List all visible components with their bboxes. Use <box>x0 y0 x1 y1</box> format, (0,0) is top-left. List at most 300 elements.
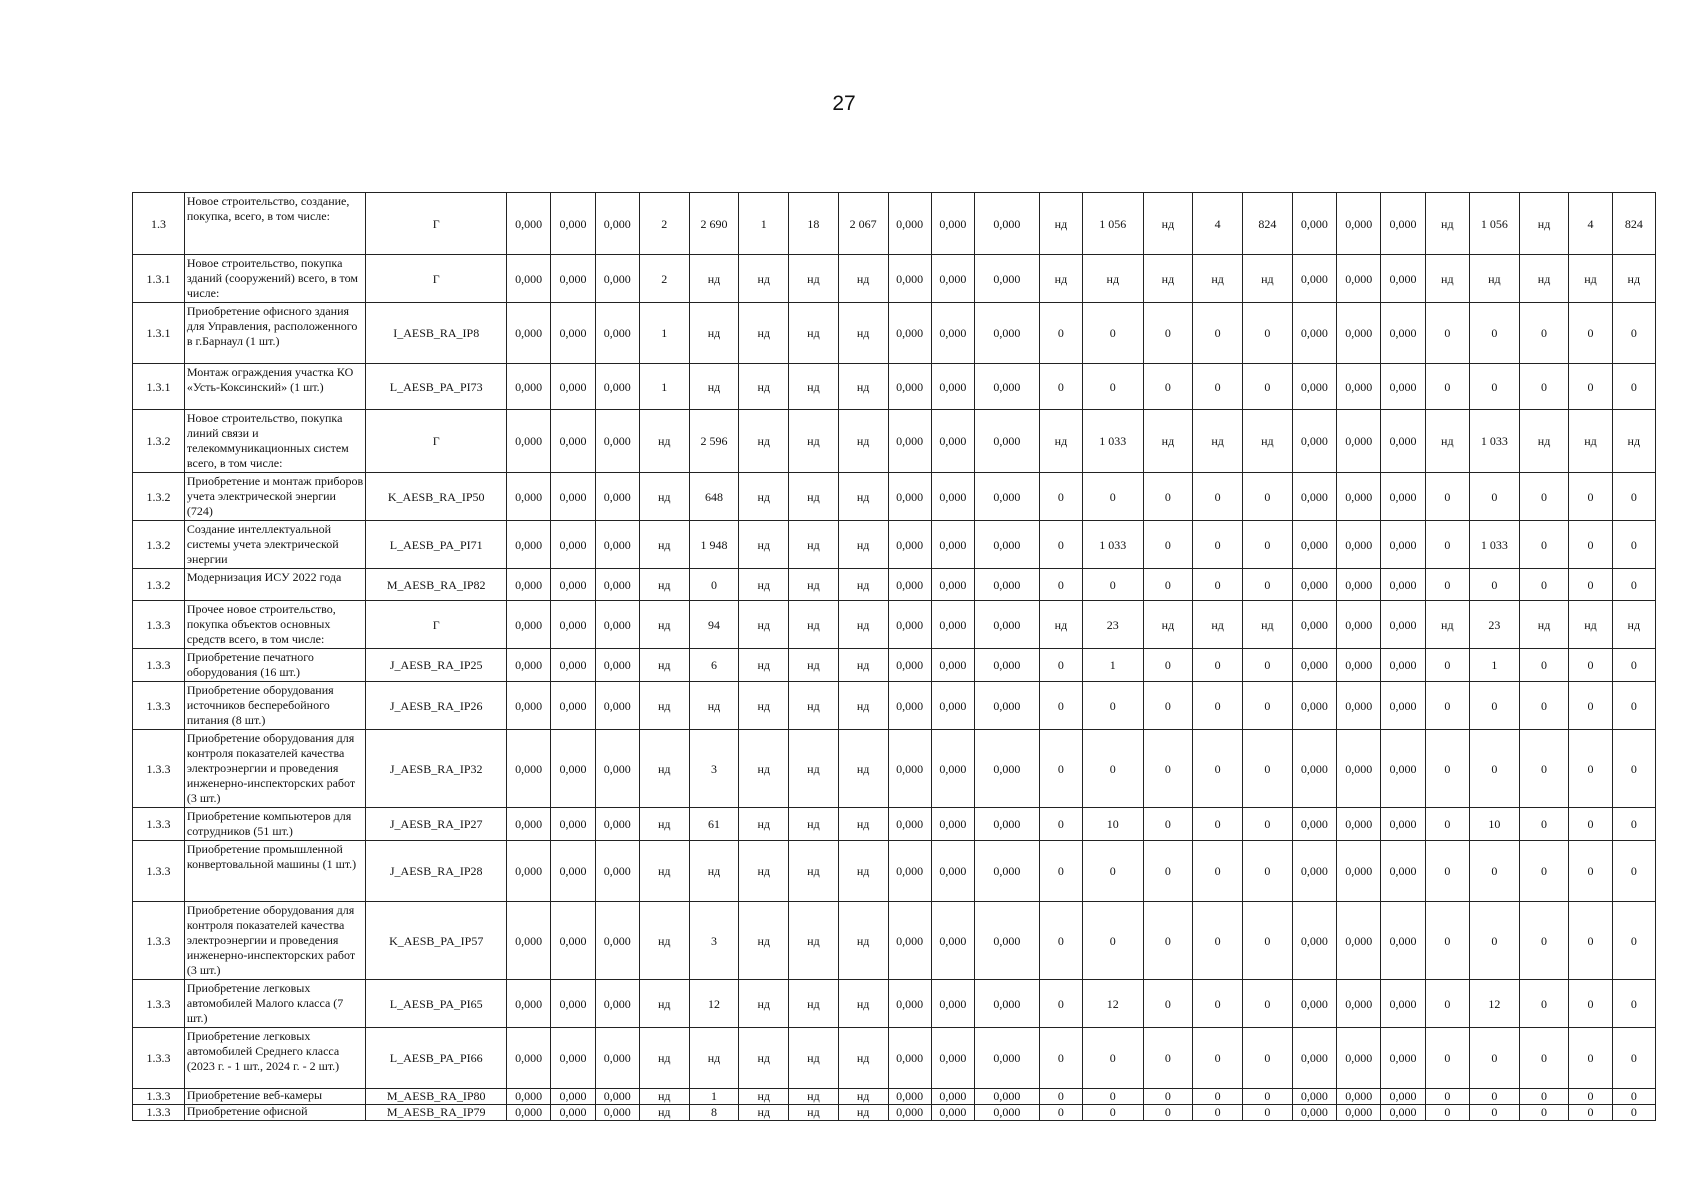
table-row <box>133 1089 1656 1105</box>
value-cell: 0 <box>1569 473 1612 521</box>
value-cell: 0 <box>1569 841 1612 902</box>
value-cell: 0 <box>1143 730 1193 808</box>
value-cell: нд <box>838 841 888 902</box>
value-cell: 2 596 <box>689 410 739 473</box>
value-cell: нд <box>1519 601 1569 649</box>
value-cell: 0 <box>1143 473 1193 521</box>
value-cell: 0 <box>1569 682 1612 730</box>
value-cell: нд <box>739 682 789 730</box>
value-cell: 0 <box>1083 303 1144 364</box>
value-cell: 61 <box>689 808 739 841</box>
table-row <box>133 902 1656 980</box>
value-cell: 0 <box>1612 980 1655 1028</box>
value-cell: 0 <box>1519 1028 1569 1089</box>
value-cell: 0,000 <box>1337 902 1381 980</box>
value-cell: 0,000 <box>595 649 639 682</box>
value-cell: 0 <box>1519 808 1569 841</box>
value-cell: 0,000 <box>595 255 639 303</box>
value-cell: 8 <box>689 1105 739 1121</box>
value-cell: 0,000 <box>506 1028 550 1089</box>
value-cell: 0 <box>1143 521 1193 569</box>
value-cell: нд <box>739 364 789 410</box>
value-cell: 0 <box>1519 730 1569 808</box>
row-name-cell: Приобретение компьютеров для сотрудников (51 шт.) <box>184 808 366 841</box>
value-cell: 0 <box>1243 730 1293 808</box>
value-cell: 0 <box>1193 902 1243 980</box>
value-cell: 0,000 <box>931 569 974 601</box>
value-cell: 0,000 <box>974 303 1039 364</box>
table-row <box>133 1028 1656 1089</box>
value-cell: 0,000 <box>888 364 931 410</box>
value-cell: 4 <box>1569 193 1612 255</box>
value-cell: нд <box>639 730 689 808</box>
value-cell: 0 <box>1143 649 1193 682</box>
value-cell: 0 <box>1193 1105 1243 1121</box>
value-cell: 0,000 <box>888 682 931 730</box>
row-code-cell: J_AESB_RA_IP26 <box>366 682 507 730</box>
value-cell: 0,000 <box>888 1028 931 1089</box>
value-cell: 0 <box>1469 1105 1519 1121</box>
value-cell: 0,000 <box>551 902 595 980</box>
value-cell: 0 <box>1039 682 1082 730</box>
value-cell: 2 <box>639 193 689 255</box>
value-cell: 0,000 <box>974 473 1039 521</box>
value-cell: 0 <box>1612 682 1655 730</box>
value-cell: 0 <box>1425 902 1469 980</box>
value-cell: 0 <box>1193 649 1243 682</box>
value-cell: нд <box>739 1089 789 1105</box>
value-cell: 0,000 <box>1381 841 1425 902</box>
value-cell: 0 <box>1569 902 1612 980</box>
value-cell: нд <box>1193 410 1243 473</box>
value-cell: 0,000 <box>974 902 1039 980</box>
value-cell: нд <box>1425 601 1469 649</box>
value-cell: 0 <box>1083 682 1144 730</box>
value-cell: 0,000 <box>506 902 550 980</box>
value-cell: 12 <box>1083 980 1144 1028</box>
value-cell: 0,000 <box>931 1028 974 1089</box>
value-cell: 0 <box>1039 841 1082 902</box>
value-cell: нд <box>689 682 739 730</box>
row-id-cell: 1.3 <box>133 193 185 255</box>
value-cell: нд <box>639 1105 689 1121</box>
value-cell: 0 <box>1143 303 1193 364</box>
row-code-cell: L_AESB_PA_PI65 <box>366 980 507 1028</box>
value-cell: 0 <box>1612 649 1655 682</box>
value-cell: 0,000 <box>974 841 1039 902</box>
value-cell: 0,000 <box>506 521 550 569</box>
value-cell: 0,000 <box>974 521 1039 569</box>
value-cell: 0,000 <box>974 193 1039 255</box>
value-cell: 6 <box>689 649 739 682</box>
value-cell: 2 067 <box>838 193 888 255</box>
value-cell: 0 <box>1193 364 1243 410</box>
value-cell: 0 <box>1039 473 1082 521</box>
value-cell: нд <box>739 730 789 808</box>
value-cell: 0 <box>1193 1028 1243 1089</box>
value-cell: 0 <box>1425 473 1469 521</box>
investment-table <box>132 192 1656 1121</box>
value-cell: нд <box>689 255 739 303</box>
value-cell: 0 <box>1193 303 1243 364</box>
row-id-cell: 1.3.1 <box>133 303 185 364</box>
value-cell: нд <box>1569 601 1612 649</box>
value-cell: нд <box>1519 255 1569 303</box>
value-cell: нд <box>1569 255 1612 303</box>
value-cell: 12 <box>689 980 739 1028</box>
row-name-cell: Приобретение и монтаж приборов учета электрической энергии (724) <box>184 473 366 521</box>
value-cell: нд <box>1569 410 1612 473</box>
value-cell: 0,000 <box>506 601 550 649</box>
value-cell: нд <box>739 1028 789 1089</box>
value-cell: нд <box>789 255 839 303</box>
value-cell: нд <box>838 649 888 682</box>
value-cell: 0,000 <box>1292 730 1336 808</box>
value-cell: 0 <box>1039 569 1082 601</box>
value-cell: 0,000 <box>595 682 639 730</box>
value-cell: 0 <box>1612 364 1655 410</box>
value-cell: 0,000 <box>974 1028 1039 1089</box>
value-cell: нд <box>1143 255 1193 303</box>
row-name-cell: Приобретение офисного здания для Управления, расположенного в г.Барнаул (1 шт.) <box>184 303 366 364</box>
row-id-cell: 1.3.3 <box>133 902 185 980</box>
value-cell: 0 <box>1425 1089 1469 1105</box>
value-cell: 0 <box>1519 569 1569 601</box>
value-cell: 0 <box>1569 521 1612 569</box>
value-cell: 0,000 <box>888 410 931 473</box>
row-id-cell: 1.3.3 <box>133 601 185 649</box>
value-cell: 0 <box>689 569 739 601</box>
row-id-cell: 1.3.2 <box>133 569 185 601</box>
value-cell: 0 <box>1243 1089 1293 1105</box>
value-cell: 0,000 <box>595 410 639 473</box>
value-cell: 0,000 <box>888 808 931 841</box>
value-cell: нд <box>789 601 839 649</box>
value-cell: 0 <box>1243 521 1293 569</box>
value-cell: 0 <box>1193 1089 1243 1105</box>
row-id-cell: 1.3.3 <box>133 1089 185 1105</box>
value-cell: нд <box>689 303 739 364</box>
value-cell: 0 <box>1569 1089 1612 1105</box>
value-cell: 0,000 <box>1292 1028 1336 1089</box>
value-cell: 18 <box>789 193 839 255</box>
value-cell: нд <box>1143 410 1193 473</box>
value-cell: 0 <box>1083 841 1144 902</box>
value-cell: 0 <box>1569 364 1612 410</box>
value-cell: 0,000 <box>551 193 595 255</box>
value-cell: 0 <box>1243 980 1293 1028</box>
value-cell: нд <box>789 1105 839 1121</box>
value-cell: 0 <box>1569 1028 1612 1089</box>
row-code-cell: L_AESB_PA_PI66 <box>366 1028 507 1089</box>
value-cell: 0 <box>1143 841 1193 902</box>
value-cell: нд <box>838 521 888 569</box>
value-cell: 0 <box>1612 1105 1655 1121</box>
value-cell: нд <box>739 1105 789 1121</box>
row-code-cell: J_AESB_RA_IP32 <box>366 730 507 808</box>
value-cell: 0 <box>1425 303 1469 364</box>
value-cell: 0,000 <box>506 410 550 473</box>
value-cell: 0,000 <box>551 808 595 841</box>
value-cell: 0,000 <box>1292 1089 1336 1105</box>
value-cell: 0,000 <box>1381 193 1425 255</box>
value-cell: 0 <box>1193 473 1243 521</box>
value-cell: 0 <box>1425 649 1469 682</box>
value-cell: 0,000 <box>506 193 550 255</box>
value-cell: 23 <box>1083 601 1144 649</box>
value-cell: 0,000 <box>1381 902 1425 980</box>
value-cell: 0,000 <box>974 410 1039 473</box>
value-cell: 0,000 <box>974 808 1039 841</box>
row-code-cell: Г <box>366 601 507 649</box>
value-cell: 0,000 <box>506 473 550 521</box>
value-cell: 0,000 <box>931 601 974 649</box>
table-row <box>133 808 1656 841</box>
table-row <box>133 255 1656 303</box>
value-cell: 0,000 <box>595 980 639 1028</box>
value-cell: 0,000 <box>931 410 974 473</box>
value-cell: 0 <box>1193 730 1243 808</box>
value-cell: 0 <box>1243 902 1293 980</box>
table-row <box>133 569 1656 601</box>
value-cell: 0,000 <box>1337 569 1381 601</box>
value-cell: нд <box>739 902 789 980</box>
value-cell: 0,000 <box>551 649 595 682</box>
value-cell: нд <box>1039 193 1082 255</box>
value-cell: нд <box>1612 601 1655 649</box>
row-name-cell: Приобретение офисной <box>184 1105 366 1121</box>
value-cell: нд <box>689 841 739 902</box>
value-cell: 0,000 <box>1381 521 1425 569</box>
value-cell: 0,000 <box>551 682 595 730</box>
value-cell: 0 <box>1083 1105 1144 1121</box>
value-cell: 0,000 <box>888 980 931 1028</box>
value-cell: 0 <box>1612 841 1655 902</box>
value-cell: 0,000 <box>1381 649 1425 682</box>
value-cell: 0,000 <box>1292 569 1336 601</box>
value-cell: 0,000 <box>551 569 595 601</box>
value-cell: нд <box>639 808 689 841</box>
value-cell: 0 <box>1039 730 1082 808</box>
value-cell: 0 <box>1469 841 1519 902</box>
value-cell: 0 <box>1039 1105 1082 1121</box>
value-cell: 0,000 <box>1337 521 1381 569</box>
value-cell: 2 690 <box>689 193 739 255</box>
value-cell: нд <box>789 521 839 569</box>
value-cell: 0 <box>1143 569 1193 601</box>
page-number: 27 <box>832 92 856 115</box>
value-cell: 0 <box>1612 808 1655 841</box>
value-cell: 0,000 <box>974 682 1039 730</box>
value-cell: 94 <box>689 601 739 649</box>
value-cell: нд <box>739 649 789 682</box>
value-cell: 0,000 <box>888 569 931 601</box>
row-name-cell: Приобретение оборудования для контроля показателей качества электроэнергии и проведения инженерно-инспекторских работ (3 шт.) <box>184 902 366 980</box>
value-cell: 0 <box>1425 1028 1469 1089</box>
value-cell: 0 <box>1243 303 1293 364</box>
value-cell: 0 <box>1243 569 1293 601</box>
row-name-cell: Приобретение веб-камеры <box>184 1089 366 1105</box>
value-cell: 0,000 <box>551 730 595 808</box>
value-cell: 0,000 <box>888 1105 931 1121</box>
value-cell: 0,000 <box>506 1105 550 1121</box>
value-cell: 0 <box>1143 1028 1193 1089</box>
value-cell: 4 <box>1193 193 1243 255</box>
value-cell: 0,000 <box>974 255 1039 303</box>
value-cell: нд <box>739 601 789 649</box>
value-cell: 0,000 <box>1337 193 1381 255</box>
value-cell: 0 <box>1143 980 1193 1028</box>
value-cell: нд <box>739 255 789 303</box>
value-cell: 0 <box>1569 303 1612 364</box>
value-cell: 2 <box>639 255 689 303</box>
row-id-cell: 1.3.3 <box>133 682 185 730</box>
value-cell: 0,000 <box>506 980 550 1028</box>
row-id-cell: 1.3.3 <box>133 730 185 808</box>
row-code-cell: Г <box>366 410 507 473</box>
value-cell: 0,000 <box>595 521 639 569</box>
value-cell: 23 <box>1469 601 1519 649</box>
value-cell: 0 <box>1469 682 1519 730</box>
value-cell: 0,000 <box>888 473 931 521</box>
value-cell: нд <box>739 841 789 902</box>
value-cell: 0 <box>1083 1089 1144 1105</box>
value-cell: нд <box>639 902 689 980</box>
value-cell: 0,000 <box>974 1105 1039 1121</box>
value-cell: 0,000 <box>1381 808 1425 841</box>
value-cell: нд <box>789 569 839 601</box>
row-name-cell: Прочее новое строительство, покупка объектов основных средств всего, в том числе: <box>184 601 366 649</box>
value-cell: 0 <box>1193 841 1243 902</box>
value-cell: нд <box>789 473 839 521</box>
value-cell: 0,000 <box>551 1028 595 1089</box>
table-row <box>133 364 1656 410</box>
value-cell: 1 <box>1083 649 1144 682</box>
value-cell: 0,000 <box>551 473 595 521</box>
table-row <box>133 193 1656 255</box>
value-cell: 0,000 <box>1337 364 1381 410</box>
value-cell: 1 033 <box>1469 521 1519 569</box>
value-cell: 0,000 <box>888 521 931 569</box>
value-cell: 1 033 <box>1469 410 1519 473</box>
value-cell: 0,000 <box>974 601 1039 649</box>
value-cell: 0 <box>1039 980 1082 1028</box>
value-cell: нд <box>1612 255 1655 303</box>
value-cell: нд <box>1143 193 1193 255</box>
value-cell: 0,000 <box>888 1089 931 1105</box>
value-cell: 0 <box>1425 808 1469 841</box>
value-cell: 0,000 <box>595 601 639 649</box>
value-cell: нд <box>1083 255 1144 303</box>
value-cell: 0 <box>1469 902 1519 980</box>
value-cell: 0 <box>1519 902 1569 980</box>
value-cell: 0 <box>1243 808 1293 841</box>
value-cell: 0,000 <box>506 649 550 682</box>
value-cell: нд <box>689 1028 739 1089</box>
value-cell: 0 <box>1083 902 1144 980</box>
value-cell: 0,000 <box>931 808 974 841</box>
value-cell: нд <box>1519 410 1569 473</box>
value-cell: 0 <box>1243 473 1293 521</box>
value-cell: 3 <box>689 730 739 808</box>
value-cell: 0 <box>1425 730 1469 808</box>
value-cell: 0,000 <box>1381 303 1425 364</box>
value-cell: нд <box>1243 601 1293 649</box>
value-cell: 0,000 <box>974 1089 1039 1105</box>
value-cell: нд <box>739 521 789 569</box>
value-cell: нд <box>639 473 689 521</box>
value-cell: 0 <box>1569 569 1612 601</box>
value-cell: нд <box>639 569 689 601</box>
investment-table-sheet <box>132 192 1656 1121</box>
row-name-cell: Приобретение оборудования для контроля показателей качества электроэнергии и проведения инженерно-инспекторских работ (3 шт.) <box>184 730 366 808</box>
value-cell: 0 <box>1469 364 1519 410</box>
value-cell: 0 <box>1519 303 1569 364</box>
value-cell: 0 <box>1193 569 1243 601</box>
value-cell: 1 948 <box>689 521 739 569</box>
row-name-cell: Приобретение легковых автомобилей Малого класса (7 шт.) <box>184 980 366 1028</box>
value-cell: 0 <box>1519 841 1569 902</box>
value-cell: 0,000 <box>506 303 550 364</box>
table-row <box>133 410 1656 473</box>
value-cell: нд <box>789 980 839 1028</box>
value-cell: 0,000 <box>888 902 931 980</box>
value-cell: 0,000 <box>595 841 639 902</box>
row-id-cell: 1.3.3 <box>133 1028 185 1089</box>
value-cell: 0 <box>1612 521 1655 569</box>
value-cell: нд <box>1039 410 1082 473</box>
value-cell: 0,000 <box>1381 980 1425 1028</box>
value-cell: 0,000 <box>1292 682 1336 730</box>
value-cell: 0,000 <box>931 682 974 730</box>
value-cell: 1 <box>639 364 689 410</box>
value-cell: 0,000 <box>1337 601 1381 649</box>
value-cell: нд <box>789 808 839 841</box>
value-cell: нд <box>838 1105 888 1121</box>
value-cell: 1 033 <box>1083 521 1144 569</box>
value-cell: 0,000 <box>1292 902 1336 980</box>
value-cell: 0,000 <box>1337 980 1381 1028</box>
row-name-cell: Приобретение печатного оборудования (16 шт.) <box>184 649 366 682</box>
row-id-cell: 1.3.2 <box>133 410 185 473</box>
value-cell: 0,000 <box>551 841 595 902</box>
value-cell: 0 <box>1612 1028 1655 1089</box>
value-cell: нд <box>838 902 888 980</box>
value-cell: нд <box>1243 255 1293 303</box>
value-cell: 0 <box>1425 980 1469 1028</box>
value-cell: 0,000 <box>931 649 974 682</box>
value-cell: 0,000 <box>1292 410 1336 473</box>
value-cell: 0 <box>1519 1089 1569 1105</box>
value-cell: нд <box>838 808 888 841</box>
value-cell: 0 <box>1039 902 1082 980</box>
value-cell: 0,000 <box>1381 473 1425 521</box>
value-cell: 0 <box>1039 1028 1082 1089</box>
value-cell: 0,000 <box>1381 1028 1425 1089</box>
value-cell: 0,000 <box>1292 649 1336 682</box>
value-cell: 0,000 <box>551 1105 595 1121</box>
value-cell: нд <box>1143 601 1193 649</box>
row-code-cell: J_AESB_RA_IP28 <box>366 841 507 902</box>
value-cell: 1 033 <box>1083 410 1144 473</box>
row-id-cell: 1.3.3 <box>133 649 185 682</box>
value-cell: 0 <box>1243 649 1293 682</box>
value-cell: 0,000 <box>1292 980 1336 1028</box>
value-cell: 0,000 <box>1381 730 1425 808</box>
value-cell: 0 <box>1519 980 1569 1028</box>
value-cell: 10 <box>1083 808 1144 841</box>
value-cell: 0,000 <box>974 649 1039 682</box>
